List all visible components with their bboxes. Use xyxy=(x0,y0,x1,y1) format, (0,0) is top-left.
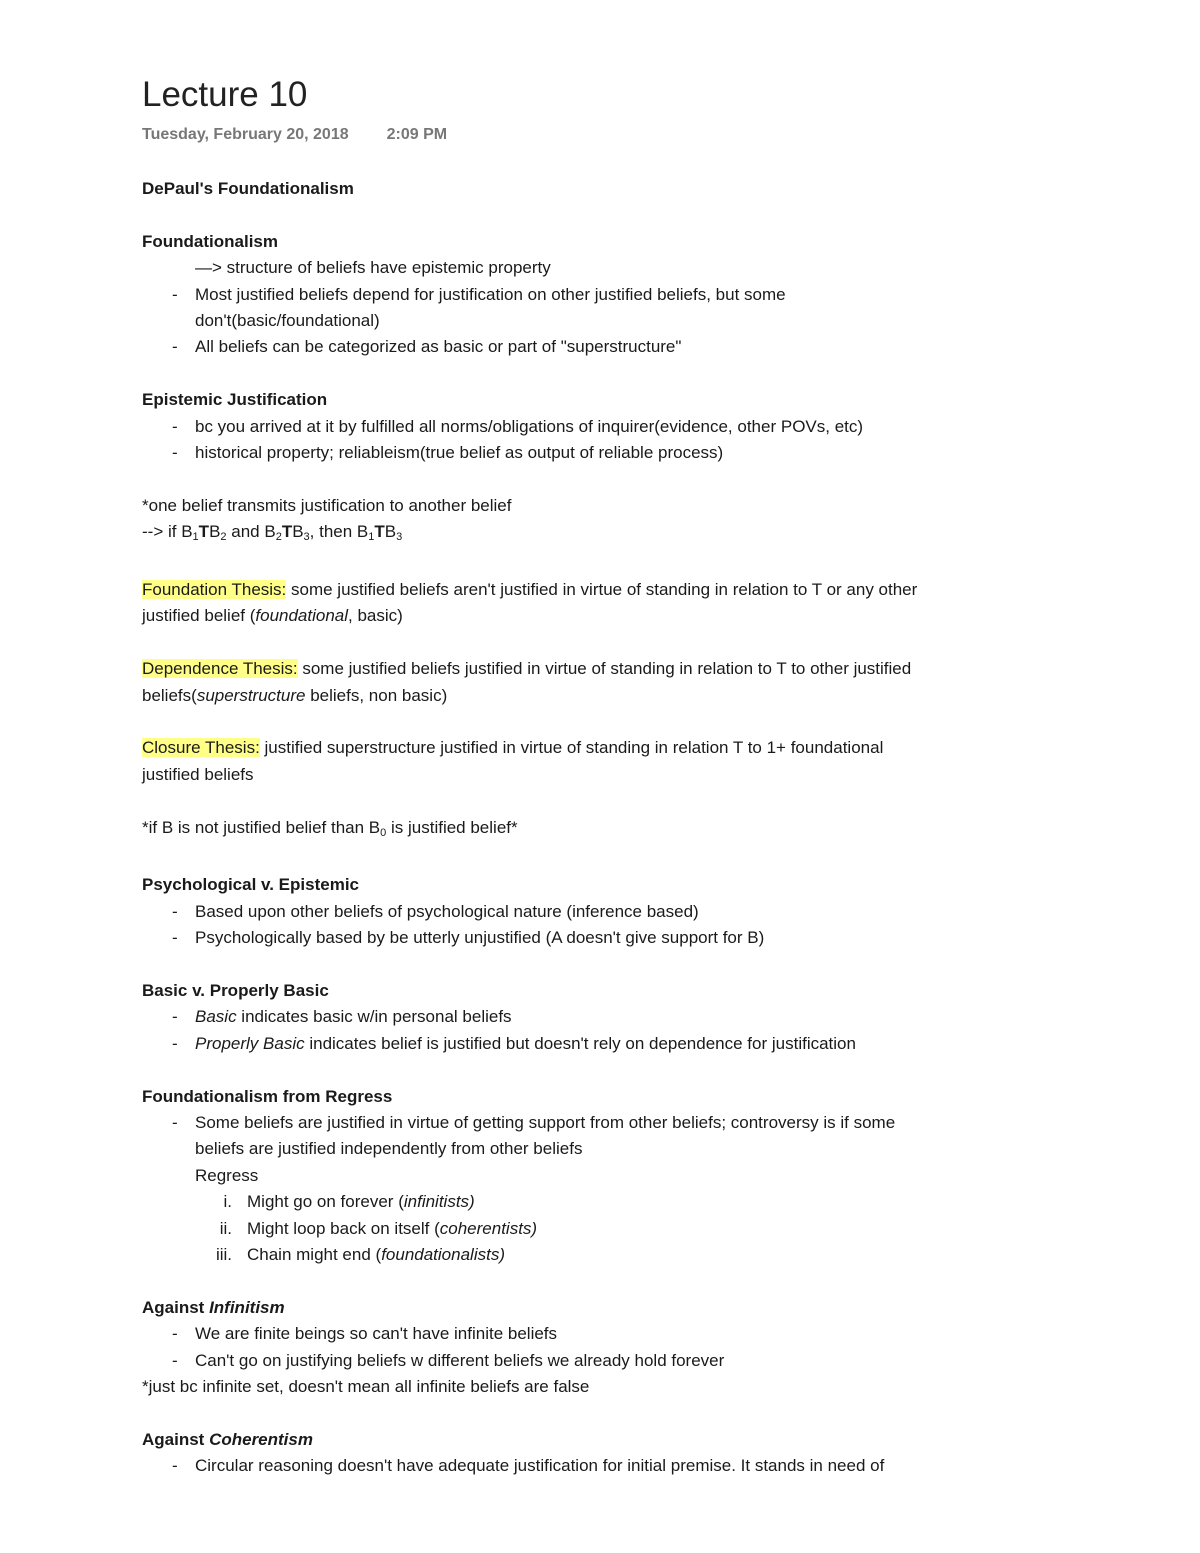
roman-list-item: i. Might go on forever (infinitists) xyxy=(223,1192,475,1212)
bullet-item: - Most justified beliefs depend for justification on other justified beliefs, but some xyxy=(142,282,1072,308)
section-heading: Foundationalism from Regress xyxy=(142,1086,393,1106)
bullet-item: - Basic indicates basic w/in personal beliefs xyxy=(142,1004,1072,1030)
section-heading: Foundationalism xyxy=(142,231,278,251)
highlight-label: Dependence Thesis: xyxy=(142,659,298,679)
page-title: Lecture 10 xyxy=(142,75,308,114)
page-time: 2:09 PM xyxy=(386,126,448,143)
bullet-continuation: don't(basic/foundational) xyxy=(195,311,380,331)
bullet-item: - Based upon other beliefs of psychological nature (inference based) xyxy=(142,899,1072,925)
note-page xyxy=(142,72,1072,1480)
roman-list-item: iii. Chain might end (foundationalists) xyxy=(215,1245,505,1265)
bullet-item: - historical property; reliableism(true belief as output of reliable process) xyxy=(142,440,1072,466)
section-heading: Against Infinitism xyxy=(142,1297,285,1317)
bullet-item: - Can't go on justifying beliefs w different beliefs we already hold forever xyxy=(142,1348,1072,1374)
highlight-label: Foundation Thesis: xyxy=(142,580,287,600)
section-heading: Against Coherentism xyxy=(142,1429,313,1449)
roman-list-item: ii. Might loop back on itself (coherentists) xyxy=(219,1218,538,1238)
section-heading: Psychological v. Epistemic xyxy=(142,875,359,895)
transmission-note: *one belief transmits justification to another belief xyxy=(142,495,512,515)
arrow-line: —> structure of beliefs have epistemic property xyxy=(195,258,551,278)
regress-label: Regress xyxy=(195,1165,259,1185)
bullet-item: - bc you arrived at it by fulfilled all norms/obligations of inquirer(evidence, other POVs, etc) xyxy=(142,414,1072,440)
section-heading: Basic v. Properly Basic xyxy=(142,981,329,1001)
foundation-thesis-continuation: justified belief (foundational, basic) xyxy=(142,606,403,626)
highlight-label: Closure Thesis: xyxy=(142,738,260,758)
bullet-continuation: beliefs are justified independently from other beliefs xyxy=(195,1139,583,1159)
bullet-item: - Psychologically based by be utterly unjustified (A doesn't give support for B) xyxy=(142,925,1072,951)
bullet-item: - We are finite beings so can't have infinite beliefs xyxy=(142,1321,1072,1347)
page-timestamp xyxy=(142,126,1072,148)
bullet-item: - Properly Basic indicates belief is justified but doesn't rely on dependence for justification xyxy=(142,1031,1072,1057)
bullet-item: - Some beliefs are justified in virtue of getting support from other beliefs; controversy is if some xyxy=(142,1110,1072,1136)
section-heading: Epistemic Justification xyxy=(142,390,328,410)
bullet-item: - Circular reasoning doesn't have adequate justification for initial premise. It stands in need of xyxy=(142,1453,1072,1479)
closure-thesis-continuation: justified beliefs xyxy=(142,764,254,784)
closure-thesis: Closure Thesis: justified superstructure justified in virtue of standing in relation T to 1+ foundational xyxy=(142,738,884,758)
dependence-thesis: Dependence Thesis: some justified beliefs justified in virtue of standing in relation to T to other justified xyxy=(142,659,912,679)
main-heading: DePaul's Foundationalism xyxy=(142,179,354,198)
infinitism-note: *just bc infinite set, doesn't mean all infinite beliefs are false xyxy=(142,1377,590,1397)
transmission-formula: --> if $B_1TB_2$ and $B_2TB_3$, then $B_1TB_3$ xyxy=(142,522,403,544)
bullet-item: - All beliefs can be categorized as basic or part of "superstructure" xyxy=(142,334,1072,360)
dependence-thesis-continuation: beliefs(superstructure beliefs, non basic) xyxy=(142,685,448,705)
page-date: Tuesday, February 20, 2018 xyxy=(142,126,349,143)
b0-note: *if B is not justified belief than $B_0$ is justified belief* xyxy=(142,817,518,839)
foundation-thesis: Foundation Thesis: some justified beliefs aren't justified in virtue of standing in relation to T or any other xyxy=(142,580,918,600)
